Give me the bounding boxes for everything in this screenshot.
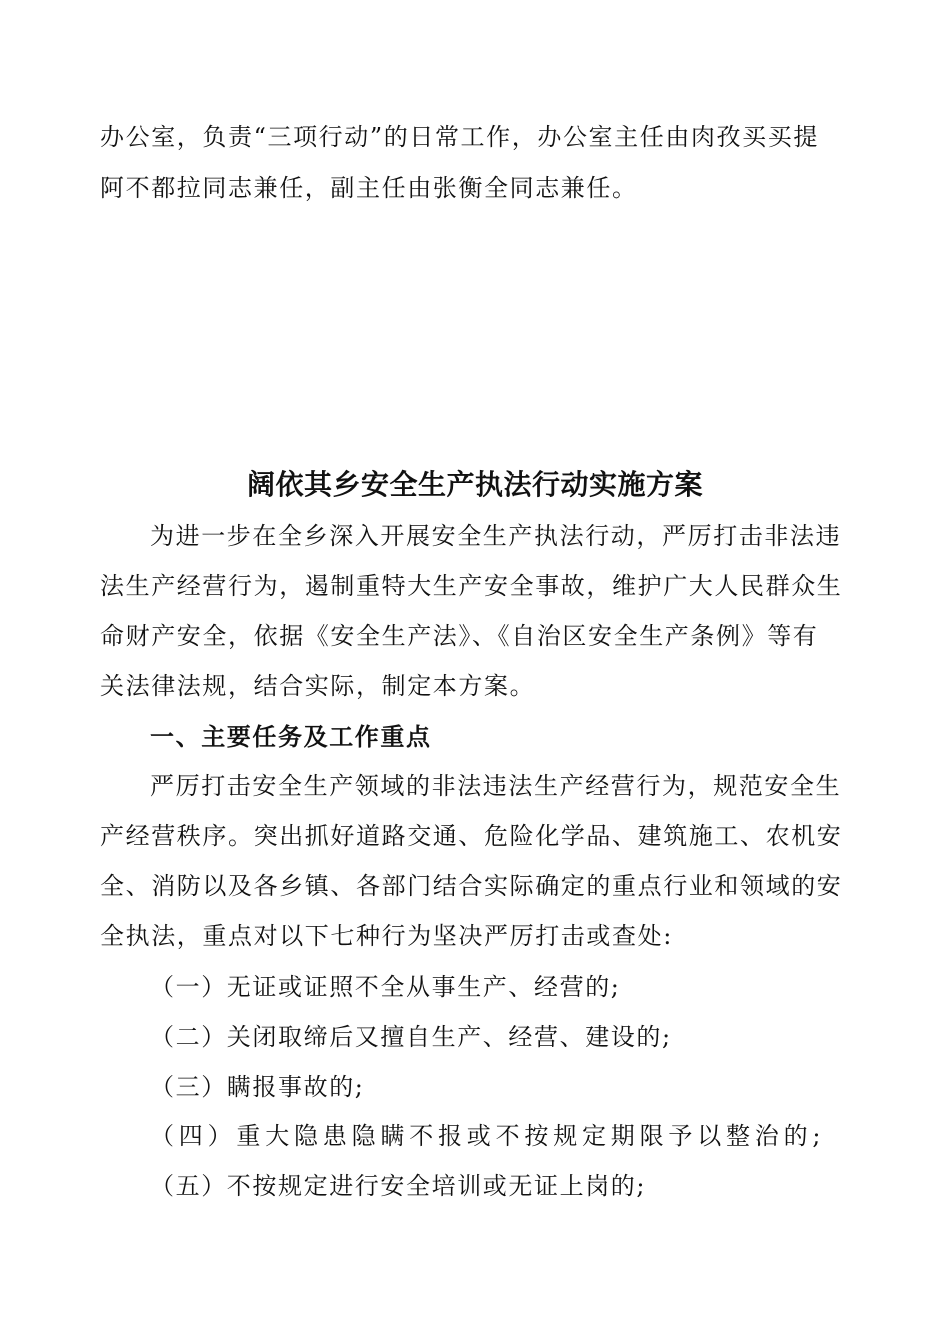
- list-item-2: （二）关闭取缔后又擅自生产、经营、建设的;: [150, 1023, 672, 1051]
- continuation-line-2: 阿不都拉同志兼任，副主任由张衡全同志兼任。: [100, 174, 638, 202]
- list-item-1: （一）无证或证照不全从事生产、经营的;: [150, 973, 621, 1001]
- section1-body-line-1: 严厉打击安全生产领域的非法违法生产经营行为，规范安全生: [150, 772, 842, 800]
- intro-line-2: 法生产经营行为，遏制重特大生产安全事故，维护广大人民群众生: [100, 572, 843, 600]
- list-item-5: （五）不按规定进行安全培训或无证上岗的;: [150, 1172, 647, 1200]
- section1-body-line-3: 全、消防以及各乡镇、各部门结合实际确定的重点行业和领域的安: [100, 872, 843, 900]
- document-title: 阔依其乡安全生产执法行动实施方案: [246, 468, 703, 501]
- section1-body-line-4: 全执法，重点对以下七种行为坚决严厉打击或查处:: [100, 922, 673, 950]
- intro-line-3: 命财产安全，依据《安全生产法》、《自治区安全生产条例》等有: [100, 622, 819, 650]
- continuation-line-1: 办公室，负责“三项行动”的日常工作，办公室主任由肉孜买买提: [100, 123, 819, 151]
- intro-line-4: 关法律法规，结合实际，制定本方案。: [100, 672, 536, 700]
- list-item-4: （四）重大隐患隐瞒不报或不按规定期限予以整治的;: [150, 1122, 826, 1150]
- intro-line-1: 为进一步在全乡深入开展安全生产执法行动，严厉打击非法违: [150, 522, 842, 550]
- section1-heading: 一、主要任务及工作重点: [150, 722, 432, 751]
- section1-body-line-2: 产经营秩序。突出抓好道路交通、危险化学品、建筑施工、农机安: [100, 822, 843, 850]
- list-item-3: （三）瞒报事故的;: [150, 1073, 365, 1101]
